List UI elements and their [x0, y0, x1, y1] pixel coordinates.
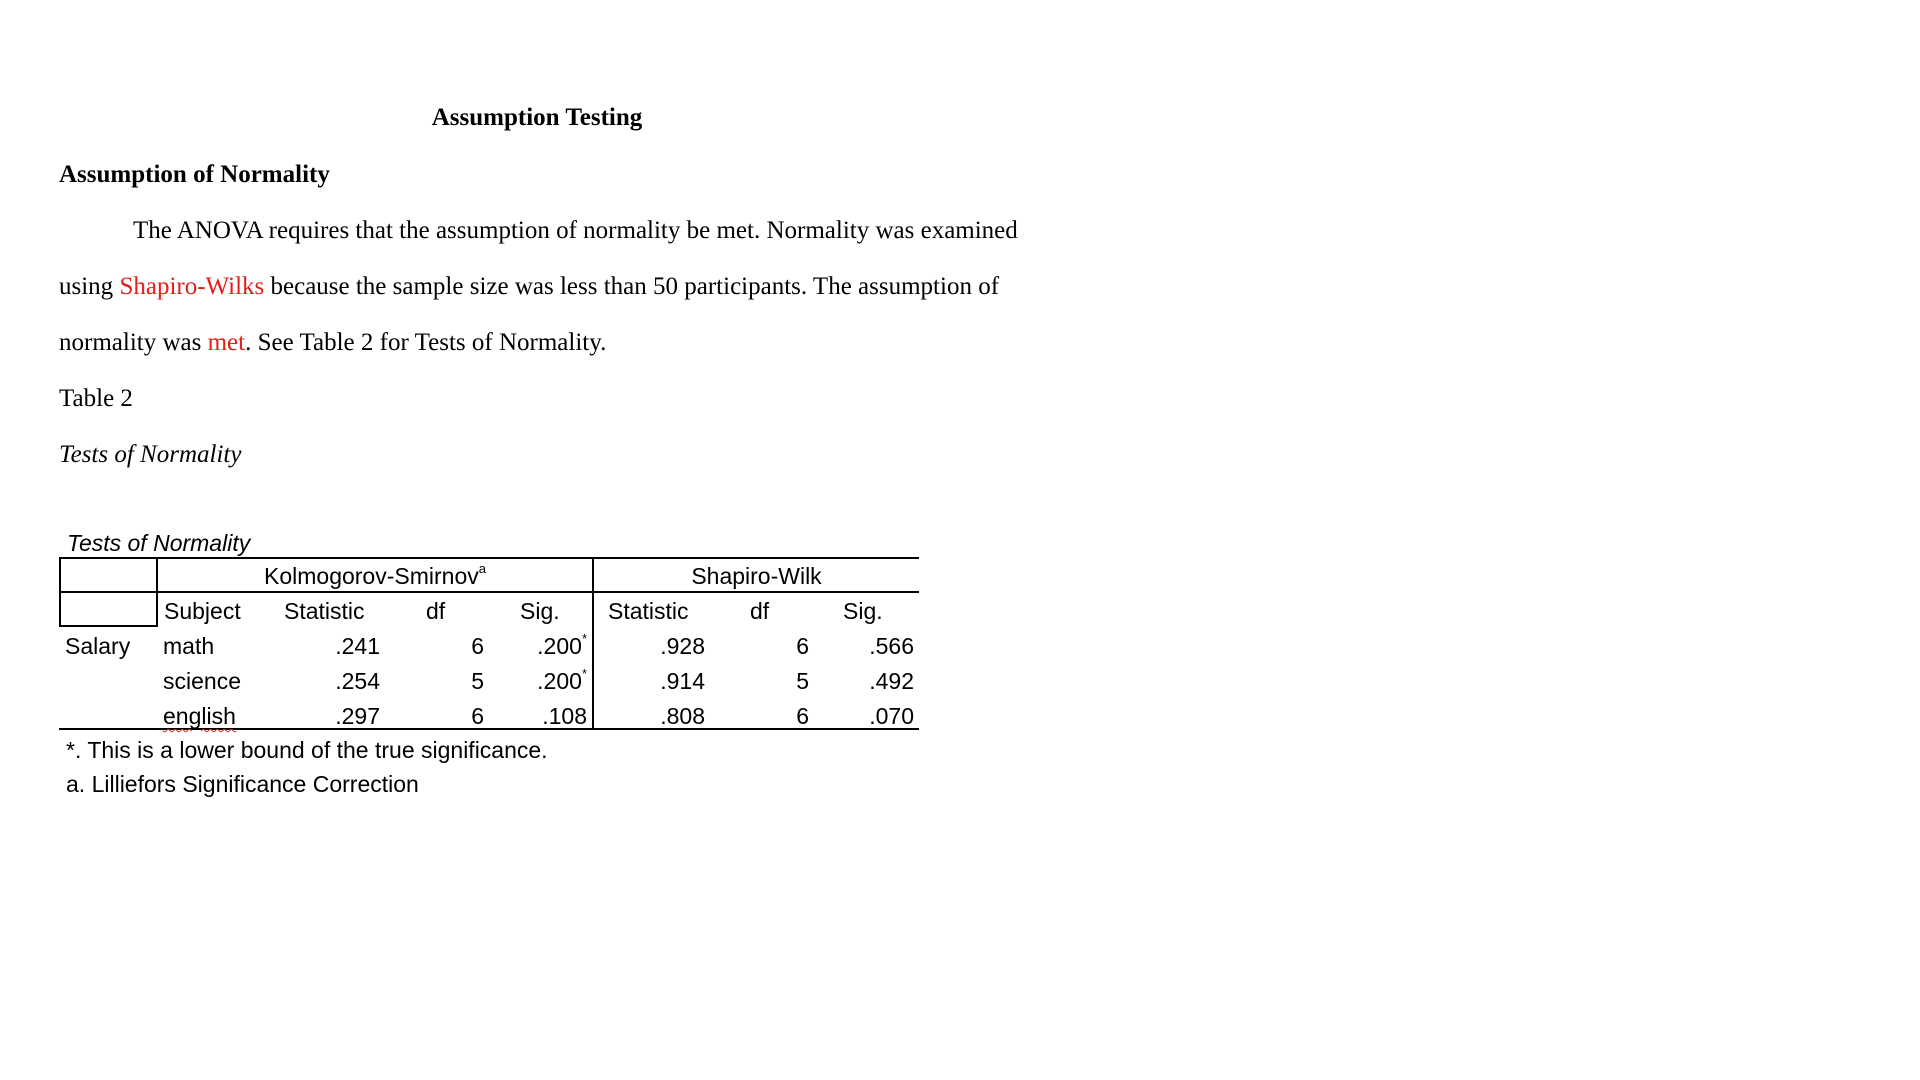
cell-ks-sig: .108 — [542, 703, 587, 729]
highlighted-term-shapiro-wilks: Shapiro-Wilks — [119, 273, 265, 300]
cell-sw-df: 6 — [796, 633, 809, 659]
table-rule-left-lower — [59, 591, 61, 626]
cell-ks-sig: .200* — [537, 631, 587, 659]
column-header-ks-sig: Sig. — [520, 598, 560, 624]
cell-ks-statistic: .297 — [335, 703, 380, 729]
paragraph-text: normality was — [59, 329, 208, 356]
table-rule-header — [59, 591, 919, 593]
cell-ks-statistic: .254 — [335, 668, 380, 694]
table-caption: Tests of Normality — [59, 441, 242, 468]
cell-subject — [163, 703, 236, 730]
sw-group-header: Shapiro-Wilk — [691, 563, 822, 589]
cell-sw-statistic: .808 — [660, 703, 705, 729]
column-header-ks-df: df — [426, 598, 446, 624]
paragraph-line-2 — [59, 273, 999, 301]
paragraph-line-3 — [59, 329, 606, 357]
table-footnote-significance: *. This is a lower bound of the true significance. — [66, 737, 548, 763]
cell-sw-statistic: .914 — [660, 668, 705, 694]
paragraph-text: . See Table 2 for Tests of Normality. — [245, 329, 607, 356]
highlighted-term-met: met — [207, 329, 246, 356]
cell-sw-statistic: .928 — [660, 633, 705, 659]
column-header-sw-statistic: Statistic — [608, 598, 689, 624]
cell-ks-df: 5 — [471, 668, 484, 694]
cell-sw-sig: .566 — [869, 633, 914, 659]
table-rule-top — [59, 557, 919, 559]
cell-ks-df: 6 — [471, 703, 484, 729]
significance-marker: * — [581, 666, 587, 681]
cell-ks-statistic: .241 — [335, 633, 380, 659]
ks-group-header: Kolmogorov-Smirnov$^a$ — [264, 561, 486, 589]
paragraph-text: using — [59, 273, 120, 300]
spss-table-title: Tests of Normality — [67, 530, 251, 556]
cell-sw-sig: .492 — [869, 668, 914, 694]
ks-footnote-marker: a — [478, 561, 486, 576]
table-footnote-lilliefors: a. Lilliefors Significance Correction — [66, 771, 419, 797]
cell-ks-df: 6 — [471, 633, 484, 659]
row-label-salary: Salary — [65, 633, 131, 659]
section-heading: Assumption of Normality — [59, 161, 330, 188]
cell-subject: science — [163, 668, 241, 694]
cell-subject: math — [163, 633, 215, 659]
cell-ks-sig: .200* — [537, 666, 587, 694]
cell-sw-df: 5 — [796, 668, 809, 694]
significance-marker: * — [581, 631, 587, 646]
spellcheck-underline-english: english — [163, 703, 236, 729]
cell-sw-sig: .070 — [869, 703, 914, 729]
cell-sw-df: 6 — [796, 703, 809, 729]
paragraph-text: because the sample size was less than 50 participants. The assumption of — [264, 273, 1000, 300]
table-rule-left — [59, 557, 61, 593]
column-header-subject: Subject — [164, 598, 241, 624]
column-header-ks-statistic: Statistic — [284, 598, 365, 624]
table-number: Table 2 — [59, 385, 133, 412]
document-title: Assumption Testing — [431, 104, 643, 131]
table-rule-stub-bottom — [59, 625, 158, 627]
column-header-sw-df: df — [750, 598, 770, 624]
paragraph-line-1: The ANOVA requires that the assumption of normality be met. Normality was examined — [133, 217, 1018, 244]
column-header-sw-sig: Sig. — [843, 598, 883, 624]
